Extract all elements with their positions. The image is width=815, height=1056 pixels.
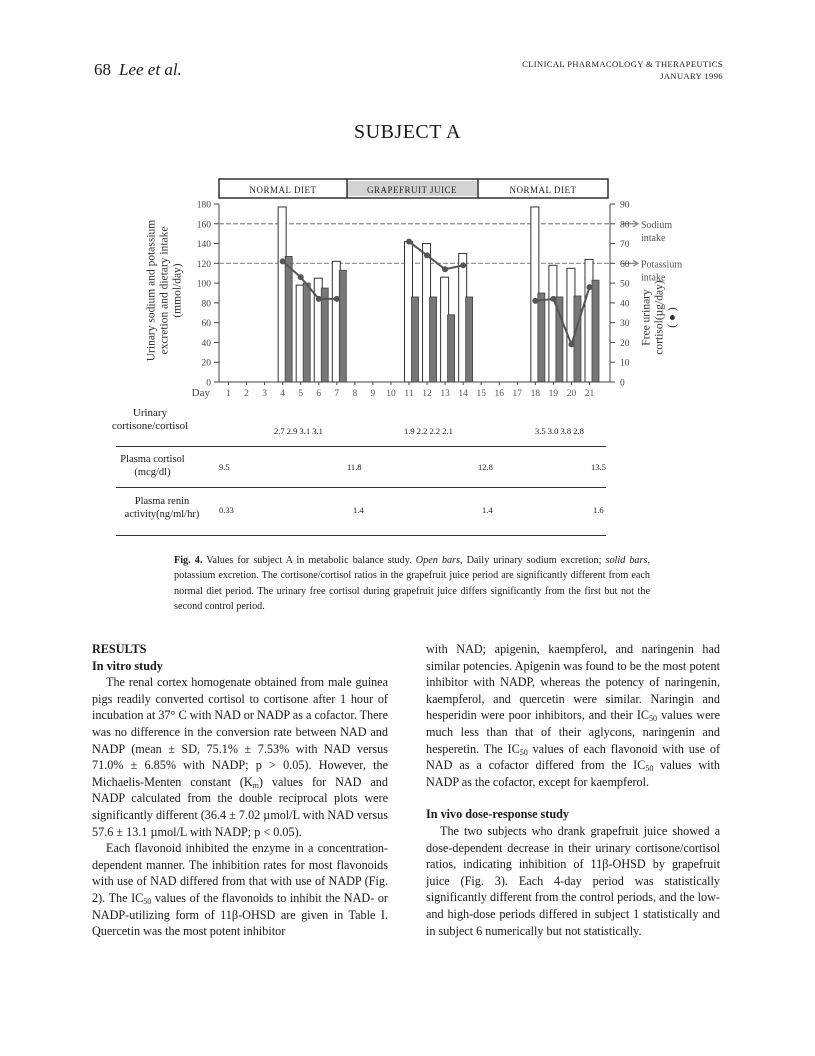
x-tick-label: 14 <box>458 389 468 399</box>
left-axis-title-line1: Urinary sodium and potassium <box>145 219 158 362</box>
cortisol-point <box>406 239 412 245</box>
left-tick-label: 20 <box>201 358 211 369</box>
page-header-left <box>94 60 182 80</box>
left-tick-label: 0 <box>206 378 211 389</box>
table-cell: 1.4 <box>353 505 364 515</box>
text: values with NADP as the cofactor, except for kaempferol. <box>426 758 720 789</box>
right-axis-title-line3: ( ● ) <box>666 307 679 328</box>
potassium-bar <box>321 288 328 382</box>
table-row-label <box>95 407 205 433</box>
page-header-right <box>522 58 723 82</box>
x-tick-label: 3 <box>262 389 267 399</box>
x-tick-label: 11 <box>404 389 414 399</box>
x-tick-label: 15 <box>476 389 486 399</box>
ratio-grapefruit: 1.9 2.2 2.2 2.1 <box>404 426 453 436</box>
right-tick-label: 60 <box>620 259 630 270</box>
x-tick-label: 17 <box>512 389 523 399</box>
subscript: 50 <box>645 764 654 774</box>
table-cell: 1.6 <box>593 505 604 515</box>
x-tick-label: 9 <box>370 389 376 399</box>
cortisol-point <box>587 284 593 290</box>
right-tick-label: 70 <box>620 240 630 251</box>
table-divider <box>116 535 606 536</box>
x-axis-title: Day <box>191 387 210 399</box>
right-tick-label: 40 <box>620 299 630 310</box>
subscript: m <box>252 780 259 790</box>
right-tick-label: 80 <box>620 220 630 231</box>
label-line: Plasma renin <box>134 496 190 507</box>
left-tick-label: 100 <box>196 279 211 290</box>
text: values of each flavonoid with use of NAD as a cofactor differed from the IC <box>426 741 721 773</box>
table-cell: 9.5 <box>219 462 230 472</box>
reference-label: Potassium <box>641 259 683 271</box>
caption-text: Daily urinary sodium excretion; <box>462 555 606 566</box>
caption-text: Values for subject A in metabolic balance study. <box>202 555 416 566</box>
left-tick-label: 80 <box>201 299 211 310</box>
potassium-bar <box>430 297 437 382</box>
text: Each flavonoid inhibited the enzyme in a concentration-dependent manner. The inhibition rates for most flavonoids with use of NAD differed from that with use of NADP (Fig. 2). The IC <box>92 841 388 905</box>
text: with NAD; apigenin, kaempferol, and naringenin had similar potencies. Apigenin was found to be the most potent inhibitor with NADP, whereas the potency of naringenin, kaempferol, and quercetin were similar. Naringin and hesperidin were poor inhibitors, and their IC <box>426 642 720 723</box>
table-row-label <box>105 453 200 479</box>
left-tick-label: 40 <box>201 338 211 349</box>
table-cell: 11.8 <box>347 462 362 472</box>
right-tick-label: 90 <box>620 200 630 211</box>
x-tick-label: 20 <box>566 389 577 399</box>
table-cell: 12.8 <box>478 462 493 472</box>
phase-label: NORMAL DIET <box>249 185 317 195</box>
cortisol-point <box>424 252 430 258</box>
x-tick-label: 16 <box>494 389 504 399</box>
left-tick-label: 180 <box>196 200 211 211</box>
reference-label: Sodium <box>641 219 673 231</box>
table-cell: 13.5 <box>591 462 606 472</box>
label-line: activity(ng/ml/hr) <box>124 509 200 520</box>
figure-caption <box>174 553 650 614</box>
label-line: (mcg/dl) <box>134 467 171 478</box>
left-tick-label: 160 <box>196 220 211 231</box>
cortisol-point <box>334 296 340 302</box>
left-axis-title-line3: (mmol/day) <box>171 263 184 318</box>
page-number: 68 <box>94 60 111 79</box>
caption-text: potassium excretion. The cortisone/cortisol ratios in the grapefruit juice period are significantly different from each normal diet period. The urinary free cortisol during grapefruit juice differs significantly from the first but not the second control period. <box>174 570 650 612</box>
running-authors: Lee et al. <box>119 60 182 79</box>
potassium-bar <box>339 270 346 382</box>
right-tick-label: 50 <box>620 279 630 290</box>
cortisol-point <box>298 274 304 280</box>
subsection-heading: In vitro study <box>92 658 163 673</box>
subscript: 50 <box>649 714 658 724</box>
paragraph <box>426 823 720 939</box>
right-axis-title-line2: cortisol(µg/day) <box>653 280 666 355</box>
cortisol-line <box>409 242 463 270</box>
x-tick-label: 21 <box>584 389 595 399</box>
table-cell: 0.33 <box>219 505 234 515</box>
x-tick-label: 19 <box>548 389 559 399</box>
x-tick-label: 2 <box>244 389 249 399</box>
subscript: 50 <box>143 896 152 906</box>
potassium-bar <box>466 297 473 382</box>
x-tick-label: 5 <box>298 389 304 399</box>
potassium-bar <box>592 280 599 382</box>
metabolic-balance-chart <box>0 170 815 400</box>
subscript: 50 <box>519 747 528 757</box>
label-line: Urinary <box>132 407 168 419</box>
text: values of the flavonoids to inhibit the NAD- or NADP-utilizing form of 11β-OHSD are given in Table I. Quercetin was the most potent inhibitor <box>92 890 388 939</box>
left-tick-label: 140 <box>196 240 211 251</box>
right-tick-label: 30 <box>620 319 630 330</box>
right-tick-label: 10 <box>620 358 630 369</box>
cortisol-point <box>280 258 286 264</box>
cortisol-point <box>316 296 322 302</box>
cortisol-point <box>550 296 556 302</box>
x-tick-label: 12 <box>422 389 432 399</box>
figure-label: Fig. 4. <box>174 555 203 566</box>
cortisol-point <box>460 262 466 268</box>
paragraph <box>92 674 388 840</box>
x-tick-label: 6 <box>316 389 322 399</box>
caption-solid-bars: solid bars, <box>605 555 650 566</box>
section-heading: RESULTS <box>92 642 147 656</box>
x-tick-label: 13 <box>440 389 450 399</box>
paragraph <box>92 840 388 940</box>
phase-label: GRAPEFRUIT JUICE <box>366 185 458 195</box>
table-row-label <box>112 495 212 521</box>
left-tick-label: 120 <box>196 259 211 270</box>
x-tick-label: 18 <box>530 389 541 399</box>
text: ) values for NAD and NADP calculated from the double reciprocal plots were significantly different (36.4 ± 7.02 µmol/L with NAD versus 57.6 ± 13.1 µmol/L with NADP; p < 0.05). <box>92 774 389 839</box>
right-tick-label: 0 <box>620 378 625 389</box>
left-axis-title-line2: excretion and dietary intake <box>158 226 171 355</box>
caption-open-bars: Open bars, <box>415 555 463 566</box>
right-column <box>426 641 720 939</box>
issue-date: JANUARY 1996 <box>660 71 723 81</box>
right-tick-label: 20 <box>620 338 630 349</box>
figure-title: SUBJECT A <box>354 121 461 143</box>
potassium-bar <box>448 315 455 382</box>
potassium-bar <box>303 283 310 382</box>
reference-label: intake <box>641 232 666 244</box>
left-tick-label: 60 <box>201 319 211 330</box>
left-column <box>92 641 388 940</box>
x-tick-label: 1 <box>226 389 231 399</box>
paragraph <box>426 641 720 790</box>
phase-label: NORMAL DIET <box>509 185 577 195</box>
journal-name: CLINICAL PHARMACOLOGY & THERAPEUTICS <box>522 59 723 69</box>
text: values were much less than that of their aglycons, naringenin and hesperetin. The IC <box>426 708 720 756</box>
ratio-normal2: 3.5 3.0 3.8 2.8 <box>535 426 584 436</box>
x-tick-label: 10 <box>386 389 396 399</box>
ratio-normal1: 2.7 2.9 3.1 3.1 <box>274 426 323 436</box>
reference-label: intake <box>641 272 666 284</box>
table-divider <box>116 446 606 447</box>
potassium-bar <box>412 297 419 382</box>
text: The renal cortex homogenate obtained from male guinea pigs readily converted cortisol to cortisone after 1 hour of incubation at 37° C with NAD or NADP as a cofactor. There was no difference in the conversion rate between NAD and NADP (mean ± SD, 75.1% ± 7.53% with NAD versus 71.0% ± 6.85% with NADP; p > 0.05). However, the Michaelis-Menten constant (K <box>92 675 388 789</box>
label-line: cortisone/cortisol <box>111 420 189 432</box>
label-line: Plasma cortisol <box>120 454 185 465</box>
potassium-bar <box>574 296 581 382</box>
potassium-bar <box>538 293 545 382</box>
x-tick-label: 8 <box>352 389 358 399</box>
x-tick-label: 7 <box>334 389 340 399</box>
text: The two subjects who drank grapefruit juice showed a dose-dependent decrease in their urinary cortisone/cortisol ratios, indicating inhibition of 11β-OHSD by grapefruit juice (Fig. 3). Each 4-day period was statistically significantly different from the control periods, and the low- and high-dose periods differed in subject 1 statistically and in subject 6 numerically but not statistically. <box>426 823 720 938</box>
subsection-heading: In vivo dose-response study <box>426 807 570 822</box>
cortisol-point <box>568 341 574 347</box>
cortisol-point <box>532 298 538 304</box>
cortisol-point <box>442 266 448 272</box>
potassium-bar <box>285 256 292 382</box>
table-cell: 1.4 <box>482 505 493 515</box>
table-divider <box>116 487 606 488</box>
x-tick-label: 4 <box>280 389 286 399</box>
right-axis-title-line1: Free urinary <box>640 289 653 346</box>
